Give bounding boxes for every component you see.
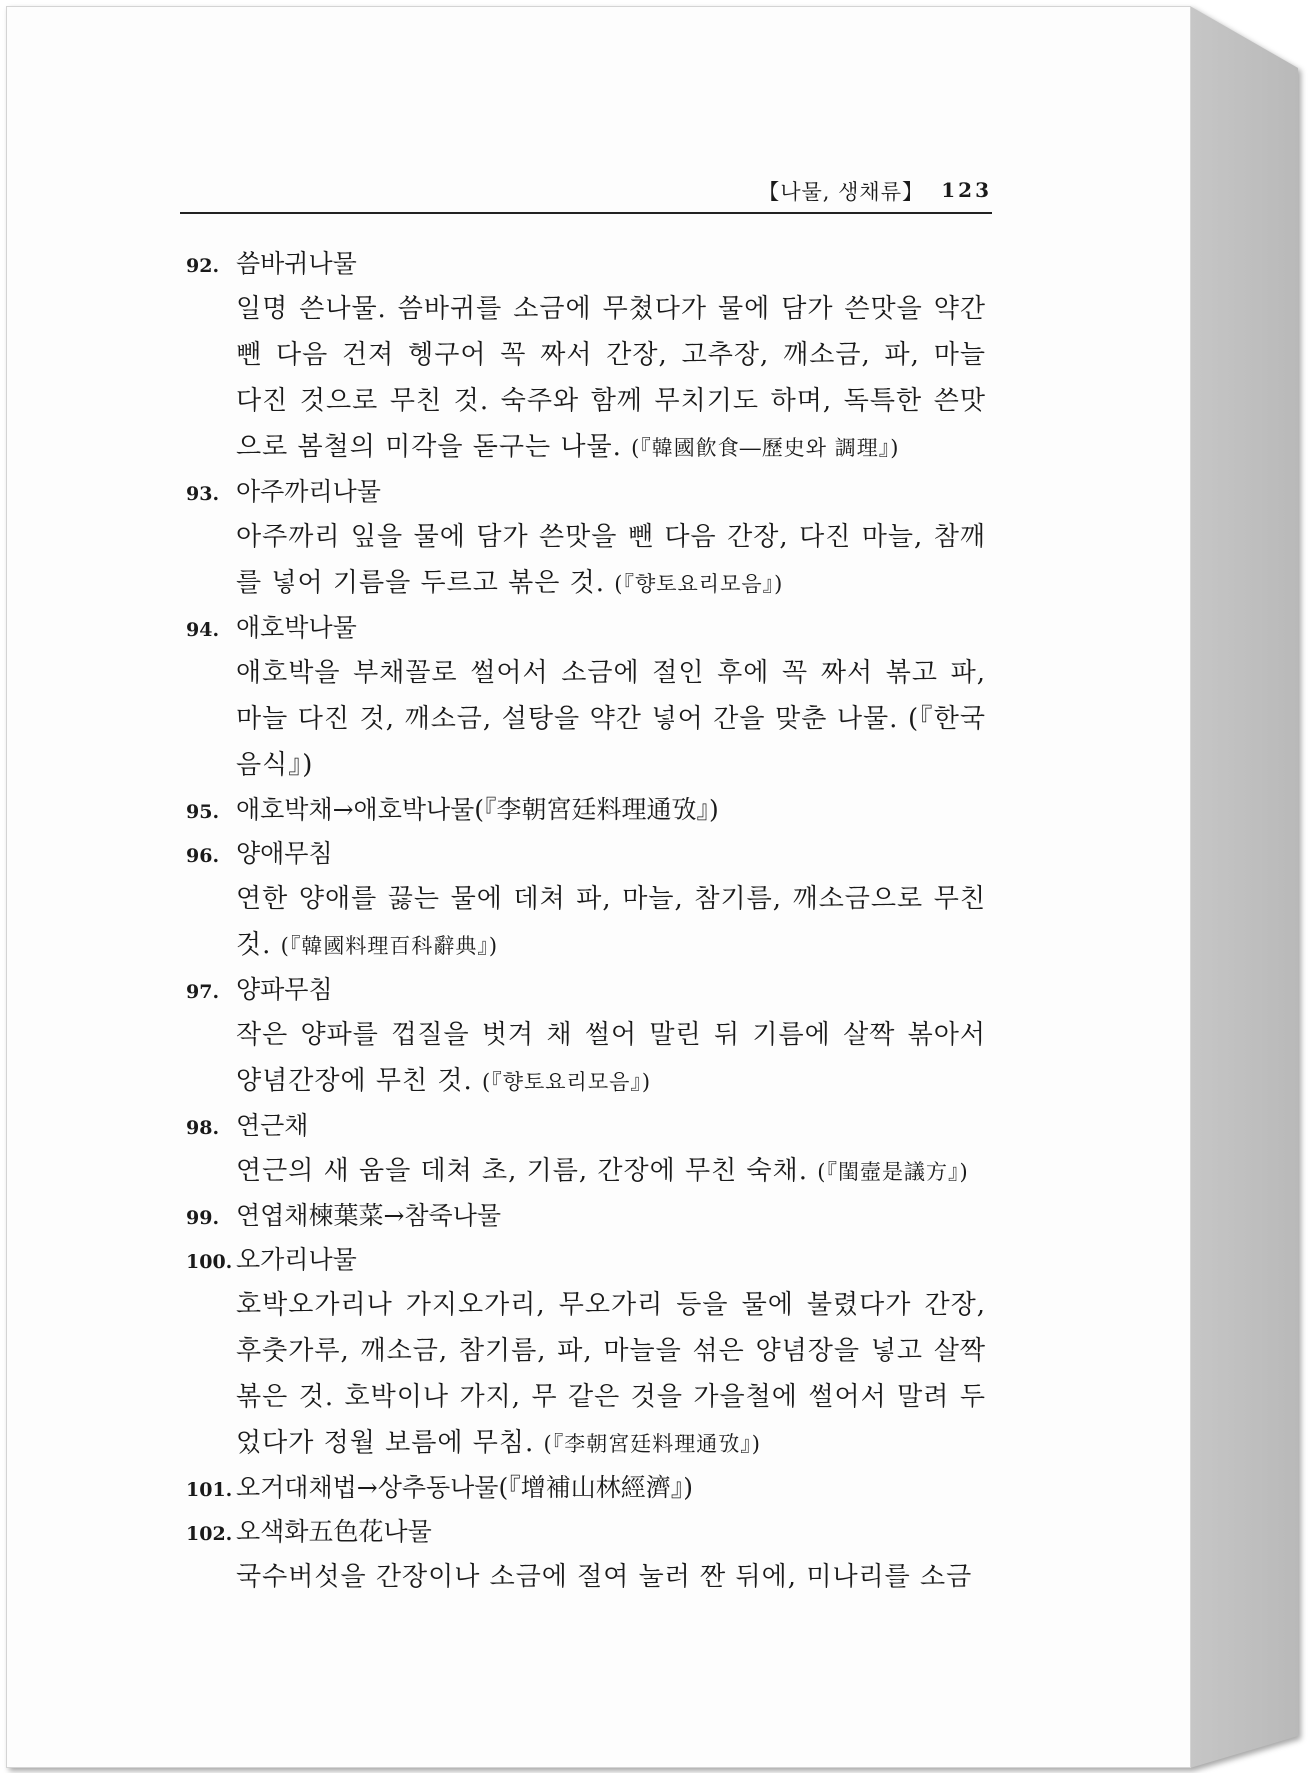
definition-line bbox=[236, 1282, 986, 1328]
entry-title: 씀바귀나물 bbox=[236, 249, 357, 278]
dictionary-entry bbox=[186, 1104, 1006, 1194]
header-section-title: 【나물, 생채류】 bbox=[758, 180, 924, 204]
definition-line bbox=[236, 378, 986, 424]
entry-heading bbox=[186, 1238, 1006, 1282]
dictionary-entry bbox=[186, 788, 1006, 832]
definition-text: 호박오가리나 가지오가리, 무오가리 등을 물에 불렸다가 간장, bbox=[236, 1290, 986, 1320]
entry-number: 99. bbox=[186, 1207, 220, 1229]
definition-text: 후춧가루, 깨소금, 참기름, 파, 마늘을 섞은 양념장을 넣고 살짝 bbox=[236, 1336, 986, 1366]
entry-heading bbox=[186, 1194, 1006, 1238]
entry-title: 애호박채→애호박나물(『李朝宮廷料理通攷』) bbox=[236, 795, 719, 824]
definition-text: 양념간장에 무친 것. bbox=[236, 1066, 473, 1096]
source-citation: (『李朝宮廷料理通攷』) bbox=[543, 1432, 761, 1456]
entry-number: 96. bbox=[186, 845, 220, 867]
definition-text: 연한 양애를 끓는 물에 데쳐 파, 마늘, 참기름, 깨소금으로 무친 bbox=[236, 884, 986, 914]
entry-number: 102. bbox=[186, 1523, 233, 1545]
definition-line bbox=[236, 1554, 986, 1600]
definition-line bbox=[236, 1374, 986, 1420]
dictionary-entry bbox=[186, 1194, 1006, 1238]
definition-line bbox=[236, 514, 986, 560]
dictionary-entry bbox=[186, 1466, 1006, 1510]
entry-number: 95. bbox=[186, 801, 220, 823]
entry-definition bbox=[236, 514, 986, 606]
definition-text: 었다가 정월 보름에 무침. bbox=[236, 1428, 535, 1458]
definition-line bbox=[236, 1148, 986, 1194]
definition-line bbox=[236, 286, 986, 332]
entry-number: 92. bbox=[186, 255, 220, 277]
entry-number: 93. bbox=[186, 483, 220, 505]
definition-text: 일명 쓴나물. 씀바귀를 소금에 무쳤다가 물에 담가 쓴맛을 약간 bbox=[236, 294, 986, 324]
definition-text: 볶은 것. 호박이나 가지, 무 같은 것을 가을철에 썰어서 말려 두 bbox=[236, 1382, 986, 1412]
entry-list bbox=[186, 242, 1006, 1600]
definition-text: 음식』) bbox=[236, 750, 314, 780]
entry-definition bbox=[236, 1282, 986, 1466]
entry-definition bbox=[236, 1012, 986, 1104]
entry-heading bbox=[186, 832, 1006, 876]
entry-title: 오가리나물 bbox=[236, 1245, 357, 1274]
definition-line bbox=[236, 560, 986, 606]
definition-text: 다진 것으로 무친 것. 숙주와 함께 무치기도 하며, 독특한 쓴맛 bbox=[236, 386, 986, 416]
entry-title: 오색화五色花나물 bbox=[236, 1517, 432, 1546]
dictionary-entry bbox=[186, 470, 1006, 606]
dictionary-entry bbox=[186, 968, 1006, 1104]
entry-title: 양파무침 bbox=[236, 975, 333, 1004]
definition-text: 아주까리 잎을 물에 담가 쓴맛을 뺀 다음 간장, 다진 마늘, 참깨 bbox=[236, 522, 986, 552]
entry-title: 오거대채법→상추동나물(『增補山林經濟』) bbox=[236, 1473, 693, 1502]
entry-heading bbox=[186, 788, 1006, 832]
definition-text: 작은 양파를 껍질을 벗겨 채 썰어 말린 뒤 기름에 살짝 볶아서 bbox=[236, 1020, 986, 1050]
definition-line bbox=[236, 650, 986, 696]
entry-definition bbox=[236, 876, 986, 968]
entry-number: 94. bbox=[186, 619, 220, 641]
page-number: 123 bbox=[941, 178, 992, 202]
definition-line bbox=[236, 696, 986, 742]
entry-heading bbox=[186, 606, 1006, 650]
definition-line bbox=[236, 1420, 986, 1466]
definition-text: 마늘 다진 것, 깨소금, 설탕을 약간 넣어 간을 맞춘 나물. (『한국 bbox=[236, 704, 986, 734]
entry-heading bbox=[186, 470, 1006, 514]
source-citation: (『韓國飮食―歷史와 調理』) bbox=[631, 436, 900, 460]
source-citation: (『韓國料理百科辭典』) bbox=[280, 934, 499, 958]
dictionary-entry bbox=[186, 832, 1006, 968]
entry-definition bbox=[236, 286, 986, 470]
entry-title: 연근채 bbox=[236, 1111, 309, 1140]
definition-line bbox=[236, 332, 986, 378]
dictionary-entry bbox=[186, 1238, 1006, 1466]
entry-definition bbox=[236, 1148, 986, 1194]
entry-definition bbox=[236, 1554, 986, 1600]
definition-text: 뺀 다음 건져 헹구어 꼭 짜서 간장, 고추장, 깨소금, 파, 마늘 bbox=[236, 340, 986, 370]
dictionary-entry bbox=[186, 606, 1006, 788]
definition-line bbox=[236, 1058, 986, 1104]
definition-text: 것. bbox=[236, 930, 272, 960]
entry-title: 애호박나물 bbox=[236, 613, 357, 642]
definition-line bbox=[236, 1012, 986, 1058]
source-citation: (『閨壼是議方』) bbox=[817, 1160, 969, 1184]
dictionary-entry bbox=[186, 1510, 1006, 1600]
entry-heading bbox=[186, 1466, 1006, 1510]
dictionary-entry bbox=[186, 242, 1006, 470]
definition-text: 애호박을 부채꼴로 썰어서 소금에 절인 후에 꼭 짜서 볶고 파, bbox=[236, 658, 986, 688]
definition-text: 를 넣어 기름을 두르고 볶은 것. bbox=[236, 568, 605, 598]
definition-line bbox=[236, 876, 986, 922]
entry-number: 100. bbox=[186, 1251, 233, 1273]
source-citation: (『향토요리모음』) bbox=[614, 572, 784, 596]
entry-definition bbox=[236, 650, 986, 788]
entry-title: 연엽채楝葉菜→참죽나물 bbox=[236, 1201, 501, 1230]
entry-heading bbox=[186, 968, 1006, 1012]
definition-text: 국수버섯을 간장이나 소금에 절여 눌러 짠 뒤에, 미나리를 소금 bbox=[236, 1562, 973, 1592]
definition-line bbox=[236, 742, 986, 788]
definition-line bbox=[236, 1328, 986, 1374]
definition-text: 으로 봄철의 미각을 돋구는 나물. bbox=[236, 432, 622, 462]
entry-heading bbox=[186, 1510, 1006, 1554]
definition-text: 연근의 새 움을 데쳐 초, 기름, 간장에 무친 숙채. bbox=[236, 1156, 808, 1186]
entry-title: 양애무침 bbox=[236, 839, 333, 868]
definition-line bbox=[236, 424, 986, 470]
entry-number: 98. bbox=[186, 1117, 220, 1139]
entry-heading bbox=[186, 1104, 1006, 1148]
entry-number: 97. bbox=[186, 981, 220, 1003]
definition-line bbox=[236, 922, 986, 968]
running-header bbox=[180, 172, 992, 214]
entry-title: 아주까리나물 bbox=[236, 477, 381, 506]
source-citation: (『향토요리모음』) bbox=[482, 1070, 652, 1094]
entry-heading bbox=[186, 242, 1006, 286]
entry-number: 101. bbox=[186, 1479, 233, 1501]
book-spine bbox=[1190, 6, 1298, 1768]
